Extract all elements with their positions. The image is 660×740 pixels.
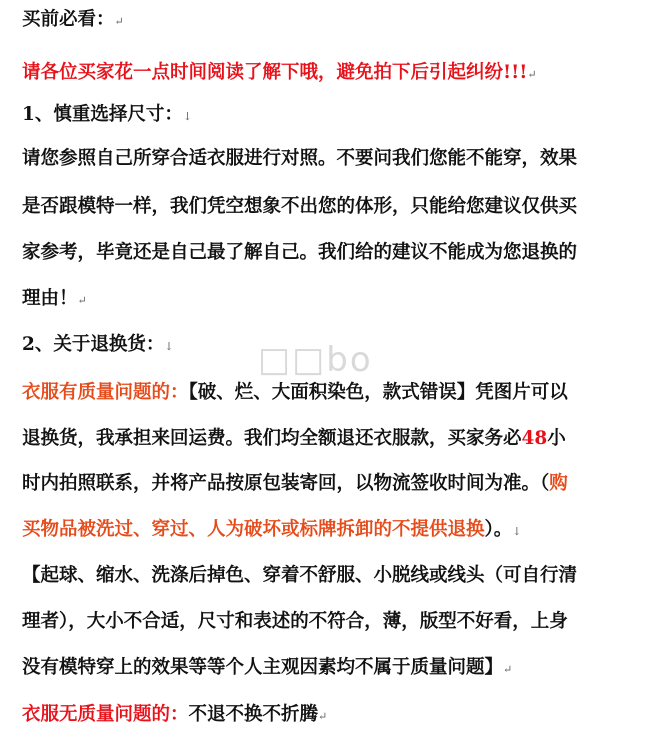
body-text: 【起球、缩水、洗涤后掉色、穿着不舒服、小脱线或线头（可自行清 (22, 565, 578, 586)
quality-text: 【破、烂、大面积染色，款式错误】凭图片可以 (188, 382, 568, 403)
body-text: 请您参照自己所穿合适衣服进行对照。不要问我们您能不能穿，效果 (22, 148, 578, 169)
body-text: 家参考，毕竟还是自己最了解自己。我们给的建议不能成为您退换的 (22, 242, 578, 263)
section1-title: 1、慎重选择尺寸： (22, 104, 183, 125)
refund-line (22, 427, 566, 451)
line-mark: ↓ (512, 525, 522, 538)
section2-title: 2、关于退换货： (22, 334, 165, 355)
paragraph-mark: ↵ (114, 15, 124, 28)
paragraph-mark: ↵ (318, 710, 328, 723)
section1-body-line (22, 287, 87, 313)
notice-line (22, 61, 537, 87)
paragraph-mark: ↵ (77, 294, 87, 307)
body-text: 退换货，我承担来回运费。我们均全额退还衣服款，买家务必 (22, 428, 522, 449)
no-issue-label: 衣服无质量问题的： (22, 704, 189, 725)
section1-body-line (22, 147, 577, 171)
section2-title-line (22, 333, 174, 359)
no-issue-text: 不退不换不折腾 (188, 704, 319, 725)
body-text: 没有模特穿上的效果等等个人主观因素均不属于质量问题】 (22, 657, 504, 678)
notice: 请各位买家花一点时间阅读了解下哦，避免拍下后引起纠纷!!! (22, 62, 528, 83)
section1-body-line (22, 195, 577, 219)
paragraph-mark: ↵ (527, 68, 537, 81)
body-text: 时内拍照联系，并将产品按原包装寄回，以物流签收时间为准。（ (22, 473, 550, 494)
refund-line (22, 472, 568, 496)
body-text: ）。 (484, 519, 513, 540)
line-mark: ↓ (182, 110, 193, 123)
warning-text: 购 (549, 473, 568, 494)
body-text: 理由！ (22, 288, 78, 309)
body-text: 理者），大小不合适，尺寸和表述的不符合，薄，版型不好看，上身 (22, 611, 568, 632)
nonquality-line (22, 564, 577, 588)
body-text: 是否跟模特一样，我们凭空想象不出您的体形，只能给您建议仅供买 (22, 196, 578, 217)
quality-label: 衣服有质量问题的： (22, 382, 189, 403)
warning-text: 买物品被洗过、穿过、人为破坏或标牌拆卸的不提供退换 (22, 519, 485, 540)
line-mark: ↓ (164, 340, 174, 353)
nonquality-line (22, 656, 512, 682)
paragraph-mark: ↵ (503, 663, 513, 676)
refund-line (22, 518, 522, 544)
heading-line (22, 8, 124, 34)
hours-value: 48 (521, 428, 548, 449)
section1-body-line (22, 241, 577, 265)
body-text: 小 (547, 428, 566, 449)
no-issue-line (22, 703, 327, 729)
heading: 买前必看： (22, 9, 115, 30)
nonquality-line (22, 610, 568, 634)
section1-title-line (22, 103, 192, 129)
quality-line (22, 381, 568, 405)
watermark: □□bo (258, 340, 373, 380)
